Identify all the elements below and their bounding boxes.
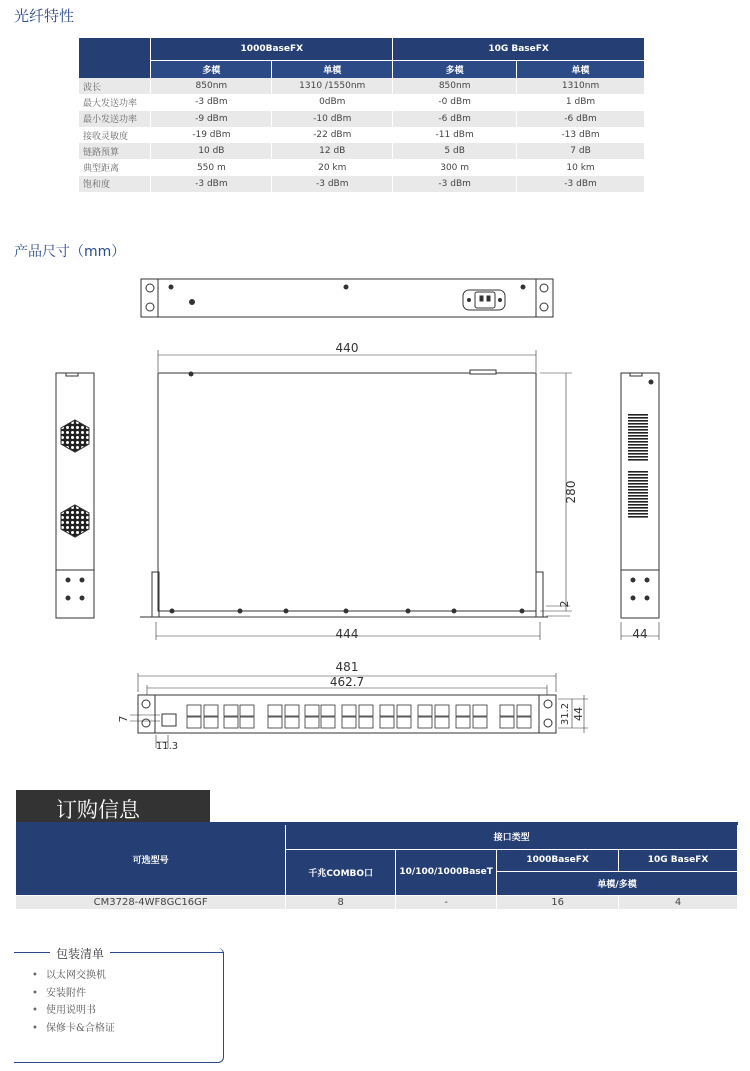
sfp-port <box>517 717 531 728</box>
fx10g-header: 10G BaseFX <box>619 849 738 871</box>
table-row <box>79 176 645 192</box>
spec-value-cell: -22 dBm <box>272 127 393 143</box>
table-row <box>79 143 645 159</box>
sfp-port <box>268 717 282 728</box>
rj45-port <box>305 705 319 716</box>
rear-view-drawing <box>141 279 553 317</box>
group-header-1000basefx: 1000BaseFX <box>151 38 393 60</box>
spec-value-cell: 10 dB <box>151 143 272 159</box>
sfp-port <box>342 705 356 716</box>
package-list-box <box>14 948 224 1063</box>
rj45-port <box>321 717 335 728</box>
list-item <box>32 984 115 1002</box>
sfp-port <box>204 705 218 716</box>
list-item-label: 保修卡&合格证 <box>46 1022 115 1034</box>
combo-cell: 8 <box>286 895 396 909</box>
spec-value-cell: 5 dB <box>393 143 517 159</box>
subheader-singlemode: 单模 <box>517 60 645 78</box>
interface-type-header: 接口类型 <box>286 825 738 849</box>
sfp-port <box>397 705 411 716</box>
optical-section-title: 光纤特性 <box>14 7 75 25</box>
sfp-port <box>342 717 356 728</box>
list-item-label: 安装附件 <box>46 987 86 999</box>
dim-11-3: 11.3 <box>155 741 179 752</box>
spec-value-cell: -6 dBm <box>517 111 645 127</box>
package-list-title: 包装清单 <box>52 945 108 962</box>
subheader-multimode: 多模 <box>151 60 272 78</box>
dimension-drawings <box>0 262 750 762</box>
package-list <box>32 966 115 1036</box>
dim-side-44: 44 <box>632 627 648 641</box>
sfp-port <box>268 705 282 716</box>
dim-width-481: 481 <box>335 660 359 674</box>
list-item <box>32 966 115 984</box>
sfp-port <box>397 717 411 728</box>
bullet-icon: • <box>32 1022 38 1034</box>
ordering-table <box>16 825 738 909</box>
optical-spec-table <box>79 38 645 192</box>
spec-value-cell: -10 dBm <box>272 111 393 127</box>
copper-port-header: 10/100/1000BaseT <box>396 849 497 895</box>
table-row <box>16 895 738 909</box>
row-label: 波长 <box>79 78 151 94</box>
mode-header: 单模/多模 <box>497 871 738 895</box>
subheader-singlemode: 单模 <box>272 60 393 78</box>
spec-value-cell: -11 dBm <box>393 127 517 143</box>
sfp-port <box>380 717 394 728</box>
dimensions-section-title: 产品尺寸（mm） <box>14 244 126 260</box>
dim-31-2: 31.2 <box>560 702 571 726</box>
table-row <box>79 127 645 143</box>
list-item <box>32 1019 115 1037</box>
combo-port-header: 千兆COMBO口 <box>286 849 396 895</box>
sfp-port <box>456 717 470 728</box>
row-label: 链路预算 <box>79 143 151 159</box>
table-row <box>79 159 645 175</box>
rj45-port <box>240 705 254 716</box>
spec-value-cell: 7 dB <box>517 143 645 159</box>
rj45-port <box>240 717 254 728</box>
spec-value-cell: 1310 /1550nm <box>272 78 393 94</box>
spec-value-cell: -3 dBm <box>517 176 645 192</box>
sfp-port <box>187 705 201 716</box>
row-label: 典型距离 <box>79 159 151 175</box>
list-item-label: 使用说明书 <box>46 1005 96 1016</box>
spec-value-cell: -3 dBm <box>393 176 517 192</box>
spec-value-cell: 1 dBm <box>517 94 645 110</box>
table-corner <box>79 38 151 78</box>
sfp-port <box>359 717 373 728</box>
rj45-port <box>305 717 319 728</box>
ordering-section-title: 订购信息 <box>16 790 210 830</box>
fx1000-cell: 16 <box>497 895 619 909</box>
bullet-icon: • <box>32 970 38 981</box>
spec-value-cell: -3 dBm <box>151 176 272 192</box>
spec-value-cell: 850nm <box>151 78 272 94</box>
sfp-port <box>435 717 449 728</box>
table-row <box>79 94 645 110</box>
list-item-label: 以太网交换机 <box>46 970 106 981</box>
bullet-icon: • <box>32 1005 38 1016</box>
copper-cell: - <box>396 895 497 909</box>
dim-7: 7 <box>117 715 130 723</box>
rj45-port <box>224 705 238 716</box>
fx1000-header: 1000BaseFX <box>497 849 619 871</box>
sfp-port <box>285 705 299 716</box>
sfp-port <box>473 705 487 716</box>
row-label: 最小发送功率 <box>79 111 151 127</box>
sfp-port <box>418 705 432 716</box>
spec-value-cell: -0 dBm <box>393 94 517 110</box>
sfp-port <box>204 717 218 728</box>
model-column-header: 可选型号 <box>16 825 286 895</box>
sfp-port <box>500 717 514 728</box>
rj45-port <box>321 705 335 716</box>
sfp-port <box>359 705 373 716</box>
group-header-10gbasefx: 10G BaseFX <box>393 38 645 60</box>
row-label: 接收灵敏度 <box>79 127 151 143</box>
spec-value-cell: 850nm <box>393 78 517 94</box>
fx10g-cell: 4 <box>619 895 738 909</box>
sfp-port <box>435 705 449 716</box>
sfp-port <box>380 705 394 716</box>
sfp-port <box>285 717 299 728</box>
spec-value-cell: 10 km <box>517 159 645 175</box>
row-label: 最大发送功率 <box>79 94 151 110</box>
spec-value-cell: 300 m <box>393 159 517 175</box>
dim-width-444: 444 <box>335 627 359 641</box>
spec-value-cell: 1310nm <box>517 78 645 94</box>
spec-value-cell: 12 dB <box>272 143 393 159</box>
top-view-drawing <box>140 350 572 640</box>
spec-value-cell: 0dBm <box>272 94 393 110</box>
spec-value-cell: -6 dBm <box>393 111 517 127</box>
model-cell: CM3728-4WF8GC16GF <box>16 895 286 909</box>
dim-44: 44 <box>572 707 585 721</box>
spec-value-cell: -19 dBm <box>151 127 272 143</box>
subheader-multimode: 多模 <box>393 60 517 78</box>
spec-value-cell: -9 dBm <box>151 111 272 127</box>
sfp-port <box>418 717 432 728</box>
rj45-port <box>224 717 238 728</box>
sfp-port <box>456 705 470 716</box>
row-label: 饱和度 <box>79 176 151 192</box>
spec-value-cell: -3 dBm <box>151 94 272 110</box>
sfp-port <box>500 705 514 716</box>
sfp-port <box>187 717 201 728</box>
sfp-port <box>517 705 531 716</box>
dim-width-462-7: 462.7 <box>329 675 365 689</box>
left-side-view-drawing <box>56 373 94 618</box>
sfp-port <box>473 717 487 728</box>
table-row <box>79 111 645 127</box>
dim-depth-280: 280 <box>564 480 578 504</box>
list-item <box>32 1001 115 1019</box>
spec-value-cell: -3 dBm <box>272 176 393 192</box>
right-side-view-drawing <box>621 373 659 640</box>
dim-width-440: 440 <box>335 341 359 355</box>
spec-value-cell: 20 km <box>272 159 393 175</box>
spec-value-cell: -13 dBm <box>517 127 645 143</box>
bullet-icon: • <box>32 987 38 999</box>
dim-gap-2: 2 <box>558 600 571 608</box>
table-row <box>79 78 645 94</box>
spec-value-cell: 550 m <box>151 159 272 175</box>
